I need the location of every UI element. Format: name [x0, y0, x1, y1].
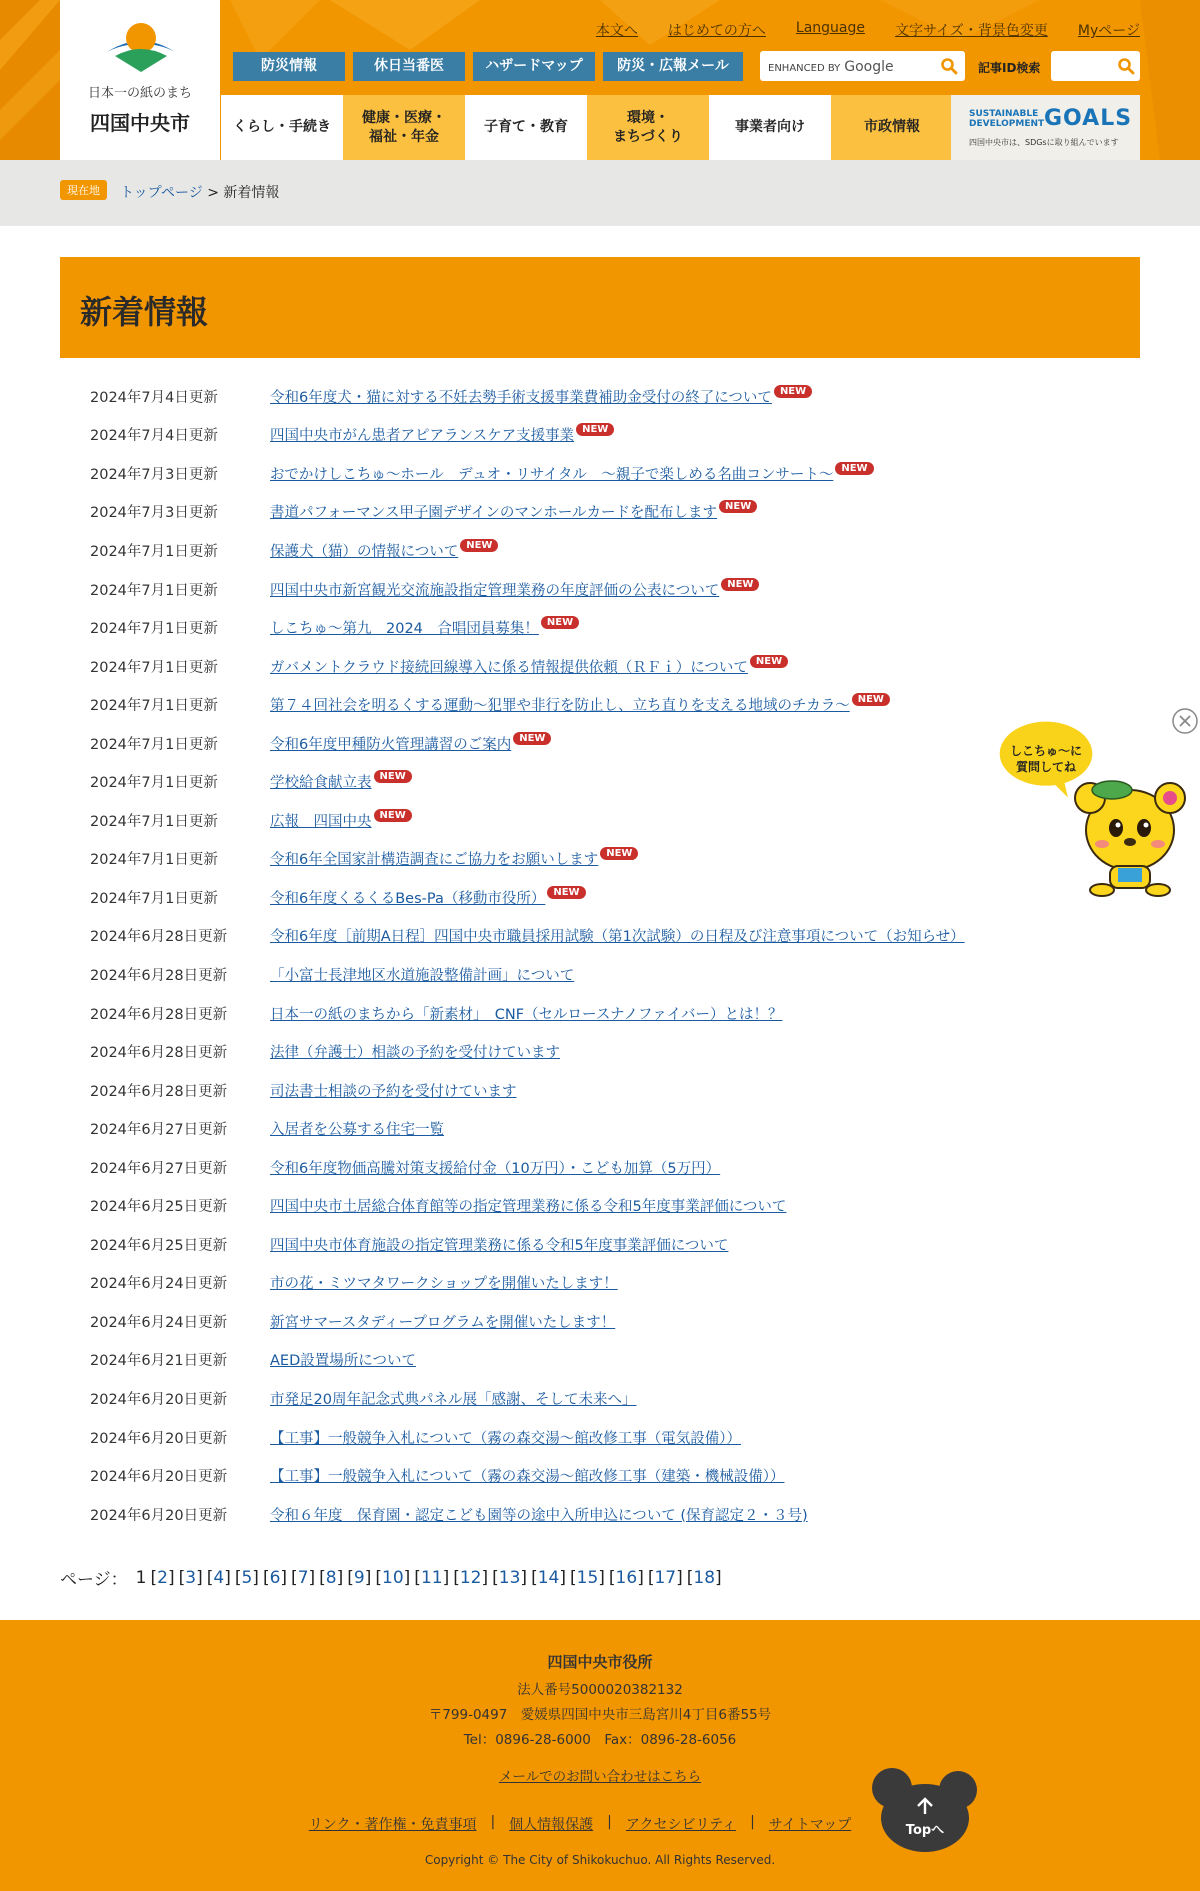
- list-item: [90, 1379, 1090, 1418]
- news-date: 2024年6月24日更新: [90, 1314, 228, 1331]
- mascot-chat-widget[interactable]: [990, 720, 1190, 900]
- news-title-link[interactable]: しこちゅ～第九 2024 合唱団員募集！: [270, 621, 539, 638]
- list-item: [90, 878, 1090, 917]
- list-item: [90, 1302, 1090, 1341]
- news-title-link[interactable]: 令和６年度 保育園・認定こども園等の途中入所申込について (保育認定２・３号): [270, 1507, 808, 1524]
- search-icon[interactable]: [940, 57, 958, 75]
- list-item: [90, 724, 1090, 763]
- news-date: 2024年6月28日更新: [90, 1083, 228, 1100]
- footer-copyright: Copyright © The City of Shikokuchuo. All Rights Reserved.: [424, 1853, 776, 1867]
- nav-childcare-education[interactable]: 子育て・教育: [465, 95, 587, 160]
- news-date: 2024年6月25日更新: [90, 1199, 228, 1216]
- news-date: 2024年7月1日更新: [90, 852, 218, 869]
- footer-link-copyright[interactable]: リンク・著作権・免責事項: [308, 1817, 477, 1833]
- pager-page-link[interactable]: 8: [325, 1567, 337, 1588]
- footer-link-privacy[interactable]: 個人情報保護: [509, 1817, 594, 1833]
- footer-separator: |: [607, 1814, 612, 1830]
- pager-page-link[interactable]: 13: [498, 1567, 521, 1588]
- news-date: 2024年6月27日更新: [90, 1122, 228, 1139]
- pager-item: [12]: [453, 1567, 489, 1588]
- new-badge: NEW: [460, 539, 498, 552]
- news-title-link[interactable]: 市の花・ミツマタワークショップを開催いたします！: [270, 1276, 618, 1293]
- language-link[interactable]: Language: [795, 20, 866, 36]
- news-title-link[interactable]: 入居者を公募する住宅一覧: [270, 1122, 444, 1139]
- arrow-up-icon: [915, 1796, 935, 1816]
- news-title-link[interactable]: 法律（弁護士）相談の予約を受付けています: [270, 1045, 560, 1062]
- list-item: [90, 1264, 1090, 1303]
- pager-label: ページ：: [60, 1570, 128, 1590]
- news-date: 2024年6月28日更新: [90, 929, 228, 946]
- new-badge: NEW: [750, 655, 788, 668]
- footer-phone-fax: Tel：0896-28-6000 Fax：0896-28-6056: [463, 1732, 737, 1748]
- news-title-link[interactable]: 令和6年度甲種防火管理講習のご案内: [270, 736, 512, 753]
- footer-links: [300, 1814, 860, 1834]
- news-date: 2024年6月20日更新: [90, 1469, 228, 1486]
- sdgs-goals-logo: GOALS: [1044, 106, 1133, 131]
- new-badge: NEW: [835, 462, 873, 475]
- current-location-badge: 現在地: [60, 180, 107, 200]
- skip-to-content-link[interactable]: 本文へ: [595, 23, 638, 39]
- nav-city-government[interactable]: 市政情報: [831, 95, 953, 160]
- pager-page-link[interactable]: 10: [382, 1567, 404, 1588]
- pager-item: [6]: [262, 1567, 288, 1588]
- pager-page-link[interactable]: 12: [459, 1567, 482, 1588]
- pager-item: [15]: [569, 1567, 605, 1588]
- breadcrumb-current: 新着情報: [223, 185, 280, 201]
- sdgs-banner[interactable]: [951, 95, 1140, 160]
- mascot-character-icon: [1072, 770, 1190, 900]
- pager-page-link[interactable]: 5: [241, 1567, 253, 1588]
- list-item: [90, 416, 1090, 455]
- new-badge: NEW: [852, 693, 890, 706]
- list-item: [90, 840, 1090, 879]
- list-item: [90, 377, 1090, 416]
- holiday-doctor-button[interactable]: 休日当番医: [353, 52, 465, 81]
- news-date: 2024年6月25日更新: [90, 1237, 228, 1254]
- news-list: [90, 377, 1090, 1533]
- news-date: 2024年6月24日更新: [90, 1276, 228, 1293]
- pager-item: [18]: [686, 1567, 722, 1588]
- news-title-link[interactable]: 日本一の紙のまちから「新素材」 CNF（セルロースナノファイバー）とは！？: [270, 1006, 783, 1023]
- news-title-link[interactable]: 「小富士長津地区水道施設整備計画」について: [270, 967, 575, 984]
- news-date: 2024年7月1日更新: [90, 890, 218, 907]
- news-date: 2024年6月27日更新: [90, 1160, 228, 1177]
- pager-item: [9]: [347, 1567, 372, 1588]
- new-badge: NEW: [547, 886, 585, 899]
- pager-item: [13]: [492, 1567, 528, 1588]
- pager-page-link[interactable]: 6: [269, 1567, 281, 1588]
- list-item: [90, 570, 1090, 609]
- google-enhanced-label: ENHANCED BY Google: [768, 59, 894, 75]
- news-date: 2024年7月1日更新: [90, 813, 218, 830]
- news-title-link[interactable]: 保護犬（猫）の情報について: [270, 543, 459, 560]
- news-title-link[interactable]: 令和6年度くるくるBes-Pa（移動市役所）: [270, 890, 546, 907]
- search-icon[interactable]: [1117, 57, 1135, 75]
- news-title-link[interactable]: 書道パフォーマンス甲子園デザインのマンホールカードを配布します: [270, 505, 718, 522]
- news-date: 2024年7月1日更新: [90, 659, 218, 676]
- font-size-color-link[interactable]: 文字サイズ・背景色変更: [895, 23, 1048, 39]
- pager-page-link[interactable]: 4: [213, 1567, 225, 1588]
- breadcrumb-separator: >: [202, 185, 224, 201]
- footer-address: 〒799-0497 愛媛県四国中央市三島宮川4丁目6番55号: [428, 1707, 772, 1723]
- pagination: [60, 1565, 726, 1590]
- breadcrumb-path: [120, 182, 279, 202]
- list-item: [90, 1186, 1090, 1225]
- pager-page-link[interactable]: 7: [297, 1567, 309, 1588]
- nav-business[interactable]: 事業者向け: [709, 95, 831, 160]
- breadcrumb: [0, 160, 1200, 226]
- site-header: [0, 0, 1200, 160]
- disaster-pr-mail-button[interactable]: 防災・広報メール: [603, 52, 743, 81]
- pager-page-link[interactable]: 14: [537, 1567, 560, 1588]
- news-title-link[interactable]: 令和6年全国家計構造調査にご協力をお願いします: [270, 852, 599, 869]
- list-item: [90, 1418, 1090, 1457]
- main-navigation: [221, 95, 953, 160]
- new-badge: NEW: [600, 847, 638, 860]
- pager-item: [8]: [319, 1567, 344, 1588]
- new-badge: NEW: [719, 500, 757, 513]
- news-title-link[interactable]: 【工事】一般競争入札について（霧の森交湯～館改修工事（電気設備））: [270, 1430, 741, 1447]
- new-badge: NEW: [374, 770, 412, 783]
- news-date: 2024年7月3日更新: [90, 505, 218, 522]
- news-date: 2024年7月1日更新: [90, 698, 218, 715]
- news-date: 2024年7月4日更新: [90, 428, 218, 445]
- news-title-link[interactable]: 四国中央市体育施設の指定管理業務に係る令和5年度事業評価について: [270, 1237, 729, 1254]
- disaster-info-button[interactable]: 防災情報: [233, 52, 345, 81]
- news-title-link[interactable]: 新宮サマースタディープログラムを開催いたします！: [270, 1314, 616, 1331]
- news-date: 2024年7月4日更新: [90, 389, 218, 406]
- news-title-link[interactable]: 令和6年度犬・猫に対する不妊去勢手術支援事業費補助金受付の終了について: [270, 389, 772, 406]
- list-item: [90, 1109, 1090, 1148]
- pager-page-link[interactable]: 11: [420, 1567, 443, 1588]
- news-title-link[interactable]: 令和6年度［前期A日程］四国中央市職員採用試験（第1次試験）の日程及び注意事項について（お知らせ）: [270, 929, 965, 946]
- news-title-link[interactable]: 四国中央市新宮観光交流施設指定管理業務の年度評価の公表について: [270, 582, 720, 599]
- article-id-search-label: 記事ID検索: [978, 61, 1041, 75]
- list-item: [90, 1341, 1090, 1380]
- pager-item: [17]: [647, 1567, 683, 1588]
- new-badge: NEW: [576, 423, 614, 436]
- list-item: [90, 801, 1090, 840]
- news-date: 2024年7月1日更新: [90, 582, 218, 599]
- news-date: 2024年7月1日更新: [90, 621, 218, 638]
- back-to-top-label: Topへ: [905, 1823, 945, 1838]
- footer-mail-contact-link[interactable]: メールでのお問い合わせはこちら: [498, 1769, 702, 1785]
- list-item: [90, 647, 1090, 686]
- site-search-input[interactable]: [760, 51, 965, 81]
- footer-org-name: 四国中央市役所: [547, 1653, 653, 1671]
- news-title-link[interactable]: 四国中央市がん患者アピアランスケア支援事業: [270, 428, 575, 445]
- news-title-link[interactable]: 第７４回社会を明るくする運動～犯罪や非行を防止し、立ち直りを支える地域のチカラ～: [270, 698, 850, 715]
- breadcrumb-home-link[interactable]: トップページ: [120, 185, 203, 201]
- news-title-link[interactable]: AED設置場所について: [270, 1353, 416, 1370]
- list-item: [90, 762, 1090, 801]
- pager-page-link[interactable]: 15: [576, 1567, 599, 1588]
- list-item: [90, 1148, 1090, 1187]
- pager-item: [2]: [150, 1567, 175, 1588]
- news-date: 2024年7月3日更新: [90, 466, 218, 483]
- page-title-bar: [60, 257, 1140, 358]
- new-badge: NEW: [541, 616, 579, 629]
- list-item: [90, 1495, 1090, 1534]
- site-logo[interactable]: [60, 0, 220, 160]
- news-date: 2024年6月20日更新: [90, 1430, 228, 1447]
- nav-health-welfare[interactable]: 健康・医療・ 福祉・年金: [343, 95, 465, 160]
- news-date: 2024年6月20日更新: [90, 1507, 228, 1524]
- page-title: 新着情報: [80, 293, 209, 331]
- hazard-map-button[interactable]: ハザードマップ: [473, 52, 595, 81]
- list-item: [90, 608, 1090, 647]
- list-item: [90, 1032, 1090, 1071]
- news-date: 2024年7月1日更新: [90, 775, 218, 792]
- pager-item: [16]: [608, 1567, 644, 1588]
- news-title-link[interactable]: ガバメントクラウド接続回線導入に係る情報提供依頼（ＲＦｉ）について: [270, 659, 748, 676]
- news-title-link[interactable]: 令和6年度物価高騰対策支援給付金（10万円）・こども加算（5万円）: [270, 1160, 721, 1177]
- news-title-link[interactable]: 四国中央市土居総合体育館等の指定管理業務に係る令和5年度事業評価について: [270, 1199, 787, 1216]
- list-item: [90, 917, 1090, 956]
- pager-item: [7]: [291, 1567, 316, 1588]
- news-date: 2024年7月1日更新: [90, 543, 218, 560]
- list-item: [90, 454, 1090, 493]
- pager-item: [14]: [531, 1567, 566, 1588]
- footer-link-accessibility[interactable]: アクセシビリティ: [625, 1817, 737, 1833]
- sdgs-small-text: SUSTAINABLE DEVELOPMENT: [969, 109, 1045, 129]
- footer-separator: |: [490, 1814, 496, 1830]
- new-badge: NEW: [374, 809, 412, 822]
- news-date: 2024年6月20日更新: [90, 1391, 228, 1408]
- pager-item: [10]: [375, 1567, 411, 1588]
- news-title-link[interactable]: 広報 四国中央: [270, 813, 372, 830]
- news-title-link[interactable]: 【工事】一般競争入札について（霧の森交湯～館改修工事（建築・機械設備））: [270, 1469, 785, 1486]
- new-badge: NEW: [774, 385, 812, 398]
- city-emblem-icon: [105, 22, 177, 74]
- new-badge: NEW: [721, 578, 759, 591]
- pager-item: [3]: [178, 1567, 203, 1588]
- pager-item: [4]: [206, 1567, 231, 1588]
- news-title-link[interactable]: 市発足20周年記念式典パネル展「感謝、そして未来へ」: [270, 1391, 637, 1408]
- list-item: [90, 1225, 1090, 1264]
- back-to-top-button[interactable]: [870, 1766, 980, 1854]
- pager-page-link[interactable]: 9: [353, 1567, 365, 1588]
- list-item: [90, 994, 1090, 1033]
- list-item: [90, 531, 1090, 570]
- utility-links: [596, 20, 1140, 40]
- new-badge: NEW: [513, 732, 551, 745]
- news-date: 2024年6月21日更新: [90, 1353, 228, 1370]
- logo-city-name: 四国中央市: [90, 111, 190, 135]
- my-page-link[interactable]: Myページ: [1077, 23, 1140, 39]
- nav-living-procedures[interactable]: くらし・手続き: [221, 95, 343, 160]
- list-item: [90, 1456, 1090, 1495]
- news-title-link[interactable]: 司法書士相談の予約を受付けています: [270, 1083, 517, 1100]
- list-item: [90, 685, 1090, 724]
- news-date: 2024年7月1日更新: [90, 736, 218, 753]
- list-item: [90, 1071, 1090, 1110]
- pager-page-link[interactable]: 17: [654, 1567, 677, 1588]
- sdgs-note: 四国中央市は、SDGsに取り組んでいます: [969, 138, 1119, 147]
- mascot-bubble-text: しこちゅ～に 質問してね: [1009, 744, 1082, 775]
- news-title-link[interactable]: おでかけしこちゅ～ホール デュオ・リサイタル ～親子で楽しめる名曲コンサート～: [270, 466, 834, 483]
- footer-separator: |: [750, 1814, 755, 1830]
- pager-page-link[interactable]: 2: [157, 1567, 168, 1588]
- pager-item: [11]: [414, 1567, 450, 1588]
- nav-environment-town[interactable]: 環境・ まちづくり: [587, 95, 709, 160]
- footer-link-sitemap[interactable]: サイトマップ: [768, 1817, 852, 1833]
- news-date: 2024年6月28日更新: [90, 1006, 228, 1023]
- pager-current-page: 1: [135, 1567, 147, 1588]
- pager-page-link[interactable]: 16: [615, 1567, 638, 1588]
- site-footer: [0, 1620, 1200, 1891]
- pager-page-link[interactable]: 18: [693, 1567, 716, 1588]
- pager-item: [5]: [234, 1567, 259, 1588]
- news-date: 2024年6月28日更新: [90, 1045, 228, 1062]
- footer-corp-number: 法人番号5000020382132: [517, 1682, 683, 1698]
- news-title-link[interactable]: 学校給食献立表: [270, 775, 372, 792]
- pager-page-link[interactable]: 3: [185, 1567, 197, 1588]
- news-date: 2024年6月28日更新: [90, 967, 228, 984]
- article-id-input[interactable]: [1051, 51, 1140, 81]
- logo-tagline: 日本一の紙のまち: [87, 86, 192, 101]
- list-item: [90, 493, 1090, 532]
- list-item: [90, 955, 1090, 994]
- first-time-visitors-link[interactable]: はじめての方へ: [667, 23, 766, 39]
